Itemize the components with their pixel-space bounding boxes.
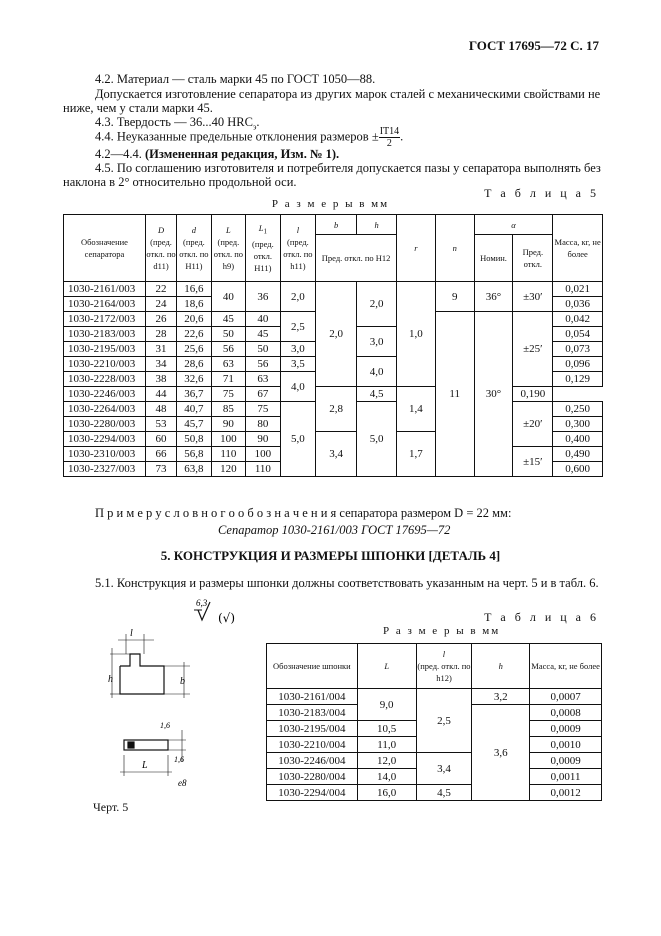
t5-cell-d: 50,8 xyxy=(177,432,211,447)
table6-units: Р а з м е р ы в мм xyxy=(383,625,501,637)
page-header: ГОСТ 17695—72 С. 17 xyxy=(468,38,599,53)
t5-cell-d: 56,8 xyxy=(177,447,211,462)
t5-cell-mass: 0,490 xyxy=(553,447,603,462)
para-4-4 xyxy=(95,126,403,149)
t5-cell-mass: 0,190 xyxy=(513,387,553,402)
t5-cell-b: 3,4 xyxy=(316,432,357,477)
para-4-3-end: . xyxy=(256,115,260,129)
t5-cell-nom: 36° xyxy=(474,282,513,312)
t5-head-pred: Пред. откл. xyxy=(513,235,553,282)
t5-cell-D: 28 xyxy=(145,327,176,342)
t6-cell-h: 3,6 xyxy=(472,705,530,801)
t5-cell-L: 40 xyxy=(211,282,245,312)
t6-head-L xyxy=(357,644,416,689)
table-row: 1030-2246/003 xyxy=(64,387,146,402)
t5-head-mass: Масса, кг, не более xyxy=(553,215,603,282)
table-row: 1030-2294/003 xyxy=(64,432,146,447)
roughness-value: 6,3 xyxy=(196,598,208,608)
table-row: 1030-2264/003 xyxy=(64,402,146,417)
t5-cell-L1: 100 xyxy=(246,447,280,462)
t5-head-d-tol: (пред. откл. по H11) xyxy=(179,237,209,271)
table-row: 1030-2195/003 xyxy=(64,342,146,357)
table-row: 1030-2246/004 xyxy=(267,753,358,769)
t5-cell-D: 26 xyxy=(145,312,176,327)
t5-cell-pred: ±25′ xyxy=(513,312,553,387)
roughness-label-side: 1,6 xyxy=(174,755,184,764)
t6-cell-L: 10,5 xyxy=(357,721,416,737)
t5-head-l-tol: (пред. откл. по h11) xyxy=(283,237,313,271)
t6-head-mass: Масса, кг, не более xyxy=(530,644,602,689)
table-row: 1030-2164/003 xyxy=(64,297,146,312)
t5-head-nom: Номин. xyxy=(474,235,513,282)
t6-cell-L: 12,0 xyxy=(357,753,416,769)
t5-cell-L1: 80 xyxy=(246,417,280,432)
t5-cell-D: 44 xyxy=(145,387,176,402)
para-4-2-4-4 xyxy=(95,147,339,162)
t5-cell-L1: 56 xyxy=(246,357,280,372)
para-4-4-text: 4.4. Неуказанные предельные отклонения размеров ± xyxy=(95,129,379,144)
t5-cell-n: 11 xyxy=(435,312,474,477)
table5-units: Р а з м е р ы в мм xyxy=(271,198,390,210)
t5-head-h xyxy=(357,215,397,235)
t6-cell-L: 9,0 xyxy=(357,689,416,721)
t6-cell-L: 11,0 xyxy=(357,737,416,753)
t5-cell-d: 45,7 xyxy=(177,417,211,432)
t6-cell-mass: 0,0012 xyxy=(530,785,602,801)
t6-cell-mass: 0,0007 xyxy=(530,689,602,705)
t5-cell-mass: 0,300 xyxy=(553,417,603,432)
t5-cell-mass: 0,600 xyxy=(553,462,603,477)
t5-head-D-tol: (пред. откл. по d11) xyxy=(146,237,176,271)
t6-cell-mass: 0,0008 xyxy=(530,705,602,721)
t5-cell-b: 2,8 xyxy=(316,387,357,432)
t5-cell-L: 71 xyxy=(211,372,245,387)
table-row: 1030-2183/003 xyxy=(64,327,146,342)
t5-head-d xyxy=(177,215,211,282)
example-line1: П р и м е р у с л о в н о г о о б о з н а ч е н и я сепаратора размером D = 22 мм: xyxy=(95,506,512,520)
t5-cell-L1: 90 xyxy=(246,432,280,447)
t5-cell-D: 38 xyxy=(145,372,176,387)
t5-cell-d: 36,7 xyxy=(177,387,211,402)
t5-head-name: Обозначение сепаратора xyxy=(64,215,146,282)
table-row: 1030-2327/003 xyxy=(64,462,146,477)
t5-head-h-sym: h xyxy=(374,219,379,230)
t5-cell-d: 20,6 xyxy=(177,312,211,327)
t6-cell-l: 4,5 xyxy=(416,785,472,801)
t5-cell-d: 63,8 xyxy=(177,462,211,477)
t5-cell-l: 3,5 xyxy=(280,357,316,372)
t5-head-bh-tol: Пред. откл. по H12 xyxy=(316,235,397,282)
example-line2: Сепаратор 1030-2161/003 ГОСТ 17695—72 xyxy=(218,523,451,537)
table-row: 1030-2210/003 xyxy=(64,357,146,372)
tolerance-e8-label: e8 xyxy=(178,778,187,788)
t5-cell-L: 100 xyxy=(211,432,245,447)
t5-cell-b: 2,0 xyxy=(316,282,357,387)
t5-cell-L: 90 xyxy=(211,417,245,432)
amend-note: (Измененная редакция, Изм. № 1). xyxy=(145,147,340,161)
t5-cell-D: 53 xyxy=(145,417,176,432)
t5-cell-l: 2,0 xyxy=(280,282,316,312)
t5-cell-L1: 75 xyxy=(246,402,280,417)
t6-head-h-sym: h xyxy=(498,661,503,671)
t5-cell-D: 22 xyxy=(145,282,176,297)
dim-b-label: b xyxy=(180,676,185,687)
t6-cell-mass: 0,0009 xyxy=(530,721,602,737)
t5-cell-D: 24 xyxy=(145,297,176,312)
drawing-caption: Черт. 5 xyxy=(93,800,129,814)
para-4-2: 4.2. Материал — сталь марки 45 по ГОСТ 1050—88. xyxy=(95,72,376,86)
table6-caption: Т а б л и ц а 6 xyxy=(484,610,599,624)
t5-cell-D: 73 xyxy=(145,462,176,477)
t5-cell-r: 1,7 xyxy=(397,432,436,477)
t5-cell-mass: 0,021 xyxy=(553,282,603,297)
table-row: 1030-2195/004 xyxy=(267,721,358,737)
t6-head-l-tol: (пред. откл. по h12) xyxy=(417,661,471,683)
fraction-numerator: IT14 xyxy=(379,126,400,137)
t5-cell-D: 48 xyxy=(145,402,176,417)
t5-cell-D: 60 xyxy=(145,432,176,447)
t6-cell-l: 2,5 xyxy=(416,689,472,753)
t5-cell-d: 18,6 xyxy=(177,297,211,312)
t5-cell-L1: 36 xyxy=(246,282,280,312)
table-6 xyxy=(266,643,602,801)
t5-head-L-sym: L xyxy=(226,225,231,235)
t5-head-L-tol: (пред. откл. по h9) xyxy=(213,237,244,271)
t5-head-L1-sub: 1 xyxy=(263,227,268,236)
table-row: 1030-2310/003 xyxy=(64,447,146,462)
key-drawing xyxy=(90,590,265,805)
dim-h-label: h xyxy=(108,674,113,685)
amend-ref: 4.2—4.4. xyxy=(95,147,145,161)
t6-cell-mass: 0,0009 xyxy=(530,753,602,769)
t5-cell-l: 2,5 xyxy=(280,312,316,342)
t5-head-D xyxy=(145,215,176,282)
t5-cell-L: 50 xyxy=(211,327,245,342)
t5-head-L1-sym: L xyxy=(258,223,264,234)
t5-cell-D: 34 xyxy=(145,357,176,372)
hrc-subscript: э xyxy=(252,122,257,132)
t5-cell-d: 22,6 xyxy=(177,327,211,342)
t6-cell-l: 3,4 xyxy=(416,753,472,785)
t5-cell-L1: 63 xyxy=(246,372,280,387)
roughness-paren: (√) xyxy=(218,611,236,625)
t5-cell-pred: ±15′ xyxy=(513,447,553,477)
t5-cell-D: 31 xyxy=(145,342,176,357)
t5-cell-mass: 0,036 xyxy=(553,297,603,312)
t5-cell-L: 85 xyxy=(211,402,245,417)
t5-head-b-sym: b xyxy=(334,219,339,230)
para-5-1: 5.1. Конструкция и размеры шпонки должны соответствовать указанным на черт. 5 и в табл. 6. xyxy=(95,576,599,590)
t5-cell-L: 120 xyxy=(211,462,245,477)
t5-head-d-sym: d xyxy=(191,225,197,235)
t5-head-L xyxy=(211,215,245,282)
para-4-5-line2: наклона в 2° относительно продольной оси. xyxy=(63,175,297,189)
t5-cell-l: 3,0 xyxy=(280,342,316,357)
t5-cell-d: 16,6 xyxy=(177,282,211,297)
t5-head-L1-tol: (пред. откл. H11) xyxy=(252,238,274,273)
t5-cell-L: 75 xyxy=(211,387,245,402)
t5-cell-mass: 0,054 xyxy=(553,327,603,342)
t5-head-L1 xyxy=(246,215,280,282)
table-row: 1030-2280/004 xyxy=(267,769,358,785)
table-row: 1030-2161/003 xyxy=(64,282,146,297)
t5-cell-mass: 0,250 xyxy=(553,402,603,417)
key-top-view xyxy=(120,730,186,776)
t5-cell-n: 9 xyxy=(435,282,474,312)
t5-cell-h: 4,0 xyxy=(357,357,397,387)
t5-cell-h: 2,0 xyxy=(357,282,397,327)
t5-cell-L1: 40 xyxy=(246,312,280,327)
t5-cell-pred: ±20′ xyxy=(513,402,553,447)
t6-head-h xyxy=(472,644,530,689)
table-5 xyxy=(63,214,603,477)
t5-head-n xyxy=(435,215,474,282)
t5-cell-r: 1,0 xyxy=(397,282,436,387)
t5-cell-d: 25,6 xyxy=(177,342,211,357)
roughness-symbol xyxy=(194,598,235,625)
t5-cell-h: 4,5 xyxy=(357,387,397,402)
t5-cell-L: 63 xyxy=(211,357,245,372)
t5-head-alpha-sym: α xyxy=(511,219,516,230)
table5-caption: Т а б л и ц а 5 xyxy=(484,186,599,200)
t5-cell-l: 5,0 xyxy=(280,402,316,477)
para-4-2-extra-2: ниже, чем у стали марки 45. xyxy=(63,101,213,115)
dim-l-label: l xyxy=(130,628,133,639)
section-5-title: 5. КОНСТРУКЦИЯ И РАЗМЕРЫ ШПОНКИ [ДЕТАЛЬ 4] xyxy=(160,548,501,563)
fraction-denominator: 2 xyxy=(386,138,392,149)
t5-head-alpha xyxy=(474,215,553,235)
t6-cell-h: 3,2 xyxy=(472,689,530,705)
t6-cell-mass: 0,0010 xyxy=(530,737,602,753)
t5-head-r-sym: r xyxy=(414,243,418,253)
t5-cell-h: 3,0 xyxy=(357,327,397,357)
t5-cell-L1: 45 xyxy=(246,327,280,342)
t5-cell-L: 110 xyxy=(211,447,245,462)
t5-head-n-sym: n xyxy=(452,243,457,253)
table-row: 1030-2280/003 xyxy=(64,417,146,432)
t6-head-l-sym: l xyxy=(442,649,446,659)
t5-cell-d: 28,6 xyxy=(177,357,211,372)
t5-cell-mass: 0,073 xyxy=(553,342,603,357)
t5-cell-D: 66 xyxy=(145,447,176,462)
para-4-3-text: 4.3. Твердость — 36...40 HRC xyxy=(95,115,253,129)
dim-L-label: L xyxy=(142,760,148,771)
roughness-label-top: 1,6 xyxy=(160,721,170,730)
t6-cell-L: 14,0 xyxy=(357,769,416,785)
t5-cell-L: 45 xyxy=(211,312,245,327)
t5-cell-nom: 30° xyxy=(474,312,513,477)
t6-head-L-sym: L xyxy=(384,661,390,671)
para-4-5-line1: 4.5. По соглашению изготовителя и потребителя допускается пазы у сепаратора выполнять без xyxy=(95,161,601,175)
t5-head-b xyxy=(316,215,357,235)
t6-head-name: Обозначение шпонки xyxy=(267,644,358,689)
table-row: 1030-2172/003 xyxy=(64,312,146,327)
t5-cell-pred: ±30′ xyxy=(513,282,553,312)
t5-cell-mass: 0,042 xyxy=(553,312,603,327)
t5-cell-L1: 50 xyxy=(246,342,280,357)
t6-head-l xyxy=(416,644,472,689)
para-4-2-extra-1: Допускается изготовление сепаратора из других марок сталей с механическими свойствами не xyxy=(95,87,601,101)
table-row: 1030-2183/004 xyxy=(267,705,358,721)
para-4-4-end: . xyxy=(400,129,404,144)
t5-head-r xyxy=(397,215,436,282)
table-row: 1030-2228/003 xyxy=(64,372,146,387)
t5-cell-d: 40,7 xyxy=(177,402,211,417)
t5-cell-l: 4,0 xyxy=(280,372,316,402)
t5-cell-mass: 0,096 xyxy=(553,357,603,372)
t5-cell-h: 5,0 xyxy=(357,402,397,477)
t6-cell-mass: 0,0011 xyxy=(530,769,602,785)
table-row: 1030-2161/004 xyxy=(267,689,358,705)
t5-head-D-sym: D xyxy=(157,225,165,235)
t5-cell-L: 56 xyxy=(211,342,245,357)
t5-cell-d: 32,6 xyxy=(177,372,211,387)
t5-head-l-sym: l xyxy=(296,225,300,235)
t5-cell-L1: 110 xyxy=(246,462,280,477)
table-row: 1030-2210/004 xyxy=(267,737,358,753)
tolerance-fraction xyxy=(379,126,400,149)
t6-cell-L: 16,0 xyxy=(357,785,416,801)
t5-cell-L1: 67 xyxy=(246,387,280,402)
t5-cell-r: 1,4 xyxy=(397,387,436,432)
t5-cell-mass: 0,129 xyxy=(553,372,603,387)
t5-head-l xyxy=(280,215,316,282)
t5-cell-mass: 0,400 xyxy=(553,432,603,447)
table-row: 1030-2294/004 xyxy=(267,785,358,801)
key-side-view xyxy=(110,634,190,698)
